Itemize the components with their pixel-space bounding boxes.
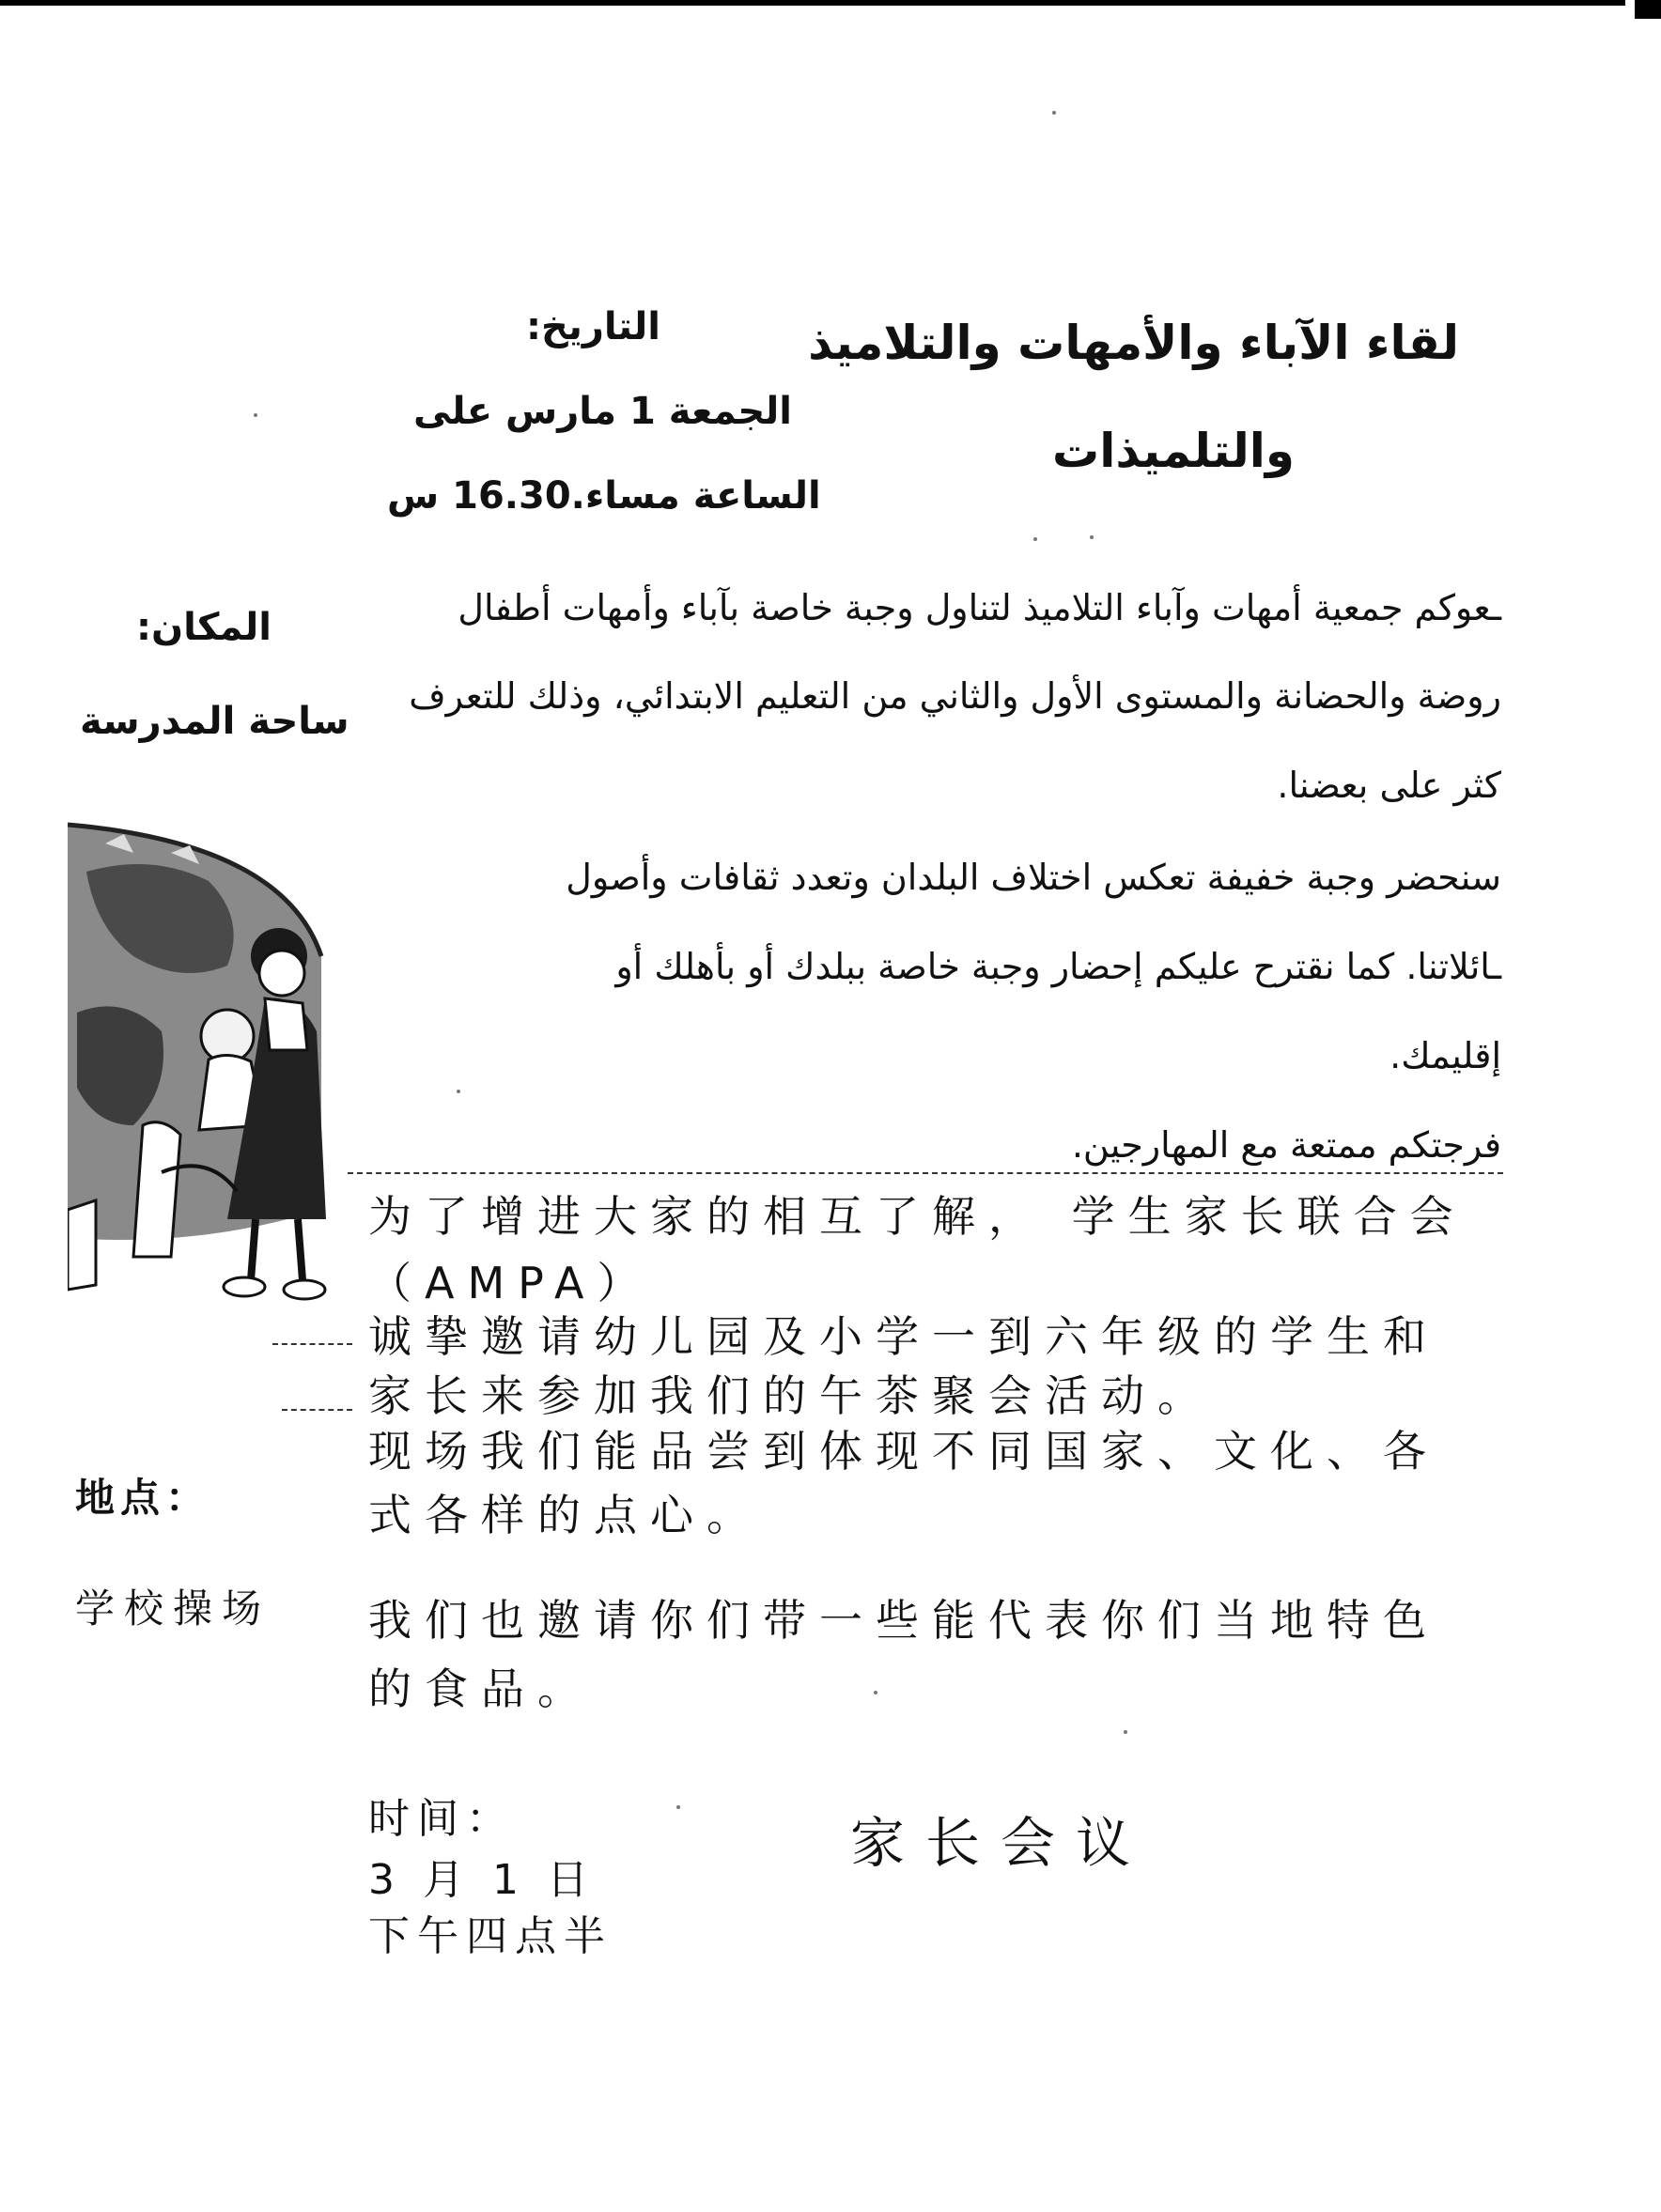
scan-border-corner xyxy=(1635,0,1661,19)
arabic-date-label: التاريخ: xyxy=(526,305,660,348)
arabic-closing: فرجتكم ممتعة مع المهارجين. xyxy=(1071,1124,1501,1166)
chinese-title: 家长会议 xyxy=(850,1811,1152,1875)
scan-speck xyxy=(874,1691,877,1694)
chinese-time-label: 时间： xyxy=(368,1795,515,1843)
scan-speck xyxy=(254,413,257,417)
arabic-paragraph1-line: روضة والحضانة والمستوى الأول والثاني من التعليم الابتدائي، وذلك للتعرف xyxy=(409,675,1501,717)
arabic-title: لقاء الآباء والأمهات والتلاميذ xyxy=(808,316,1459,370)
chinese-body-line: 现场我们能品尝到体现不同国家、文化、各 xyxy=(368,1426,1439,1477)
scan-speck xyxy=(1052,111,1056,115)
chinese-body-line: 为了增进大家的相互了解， 学生家长联合会 xyxy=(368,1191,1467,1242)
chinese-body-line: （AMPA） xyxy=(368,1258,654,1308)
arabic-title-continued: والتلميذات xyxy=(1051,424,1295,478)
chinese-place-value: 学校操场 xyxy=(75,1586,272,1632)
chinese-body-line: 家长来参加我们的午茶聚会活动。 xyxy=(368,1370,1214,1421)
children-globe-illustration xyxy=(68,815,349,1323)
arabic-date-time: الساعة مساء.16.30 س xyxy=(387,474,821,518)
arabic-paragraph2-line: إقليمك. xyxy=(1389,1035,1501,1076)
chinese-time-date: 3 月 1 日 xyxy=(368,1856,596,1904)
arabic-place-label: المكان: xyxy=(136,606,272,649)
scan-speck xyxy=(457,1090,460,1093)
section-divider xyxy=(348,1172,1503,1174)
dotted-mark xyxy=(272,1343,352,1345)
arabic-paragraph1-line: كثر على بعضنا. xyxy=(1277,765,1501,806)
arabic-place-value: ساحة المدرسة xyxy=(80,700,349,743)
scan-border-top xyxy=(0,0,1625,6)
chinese-body-line: 式各样的点心。 xyxy=(368,1490,763,1540)
chinese-invite-line: 的食品。 xyxy=(368,1663,594,1714)
chinese-place-label: 地点： xyxy=(75,1475,211,1521)
arabic-paragraph1-line: ـعوكم جمعية أمهات وآباء التلاميذ لتناول وجبة خاصة بآباء وأمهات أطفال xyxy=(458,587,1501,628)
chinese-body-line: 诚挚邀请幼儿园及小学一到六年级的学生和 xyxy=(368,1311,1439,1362)
arabic-paragraph2-line: سنحضر وجبة خفيفة تعكس اختلاف البلدان وتعدد ثقافات وأصول xyxy=(566,857,1501,898)
scan-speck xyxy=(1090,535,1094,539)
arabic-date-day: الجمعة 1 مارس على xyxy=(413,390,792,433)
scan-speck xyxy=(1033,537,1037,541)
scan-speck xyxy=(676,1805,680,1809)
scan-speck xyxy=(1124,1730,1127,1734)
chinese-time-hour: 下午四点半 xyxy=(368,1912,613,1960)
chinese-invite-line: 我们也邀请你们带一些能代表你们当地特色 xyxy=(368,1595,1439,1646)
dotted-mark xyxy=(282,1409,352,1411)
arabic-paragraph2-line: ـائلاتنا. كما نقترح عليكم إحضار وجبة خاصة ببلدك أو بأهلك أو xyxy=(615,946,1501,987)
